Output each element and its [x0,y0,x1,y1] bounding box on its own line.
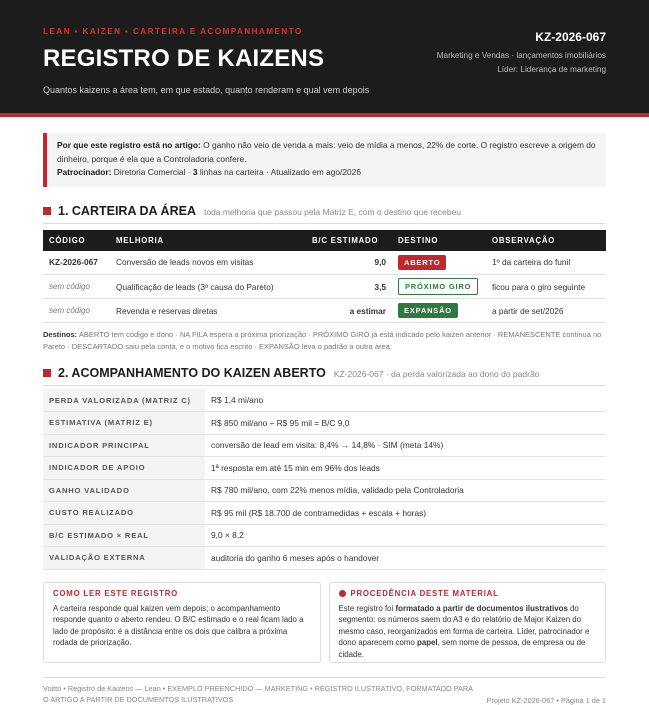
table-header-row [43,230,606,251]
status-badge: EXPANSÃO [398,303,458,318]
row-value: auditoria do ganho 6 meses após o handover [205,547,606,570]
header-meta-leader: Líder: Liderança de marketing [497,65,606,74]
table-row [43,457,606,480]
callout-reason-text: O ganho não veio de venda a mais: veio de mídia a menos, 22% de corte. O registro escreve a origem do dinheiro, porque é ela que a Controladoria confere. [57,140,596,164]
provenance-text-4: papel [417,638,438,648]
provenance-text-2: formatado a partir de documentos ilustrativos [395,603,568,613]
row-value: R$ 1,4 mi/ano [205,389,606,412]
row-label: ESTIMATIVA (MATRIZ E) [43,412,205,435]
row-code: sem código [43,299,110,323]
callout-sponsor [57,166,596,180]
provenance-text-1: Este registro foi [338,603,396,613]
row-value: conversão de lead em visita: 8,4% → 14,8% · SIM (meta 14%) [205,434,606,457]
row-destino [392,251,486,275]
provenance-text [339,603,597,661]
page-subtitle: Quantos kaizens a área tem, em que estado, quanto renderam e qual vem depois [43,85,370,95]
section-1-desc: toda melhoria que passou pela Matriz E, com o destino que recebeu [203,206,462,217]
row-code: sem código [43,275,110,299]
row-label: PERDA VALORIZADA (MATRIZ C) [43,389,205,412]
table-row [43,251,606,275]
destinos-legend [43,329,606,352]
section-1-header [43,204,606,224]
row-value: R$ 850 mil/ano ÷ R$ 95 mil = B/C 9,0 [205,412,606,435]
row-value: R$ 95 mil (R$ 18.700 de contramedidas + escala + horas) [205,502,606,525]
provenance-text-5: , sem nome de pessoa, de empresa ou de cidade. [338,638,586,659]
row-improvement: Conversão de leads novos em visitas [110,251,306,275]
table-row [43,412,606,435]
footer-left: Voitto • Registro de Kaizens — Lean • EXEMPLO PREENCHIDO — MARKETING • REGISTRO ILUSTRATIVO, FORMATADO PARA O ARTIGO A PARTIR DE DOCUMENTOS ILUSTRATIVOS [43,684,473,704]
table-row [43,389,606,412]
provenance-text-3: do segmento: os números saem do A3 e do relatório de Major Kaizen do mesmo caso, reorganizados em forma de carteira. Líder, patrocinador e dono aparecem como [338,603,590,648]
col-header-improvement: MELHORIA [110,230,306,251]
row-destino [392,275,486,299]
tracking-table [43,389,606,570]
status-badge: PRÓXIMO GIRO [398,278,478,295]
row-value: 1ª resposta em até 15 min em 96% dos leads [205,457,606,480]
row-obs: ficou para o giro seguinte [486,275,606,299]
lines-count: 3 [192,167,198,177]
legend-text: ABERTO tem código e dono · NA FILA espera a próxima priorização · PRÓXIMO GIRO já está indicado pelo kaizen anterior · REMANESCENTE continua no Pareto · DESCARTADO saiu pela conta, e o motivo fica escrito · EXPANSÃO leva o padrão a outra área. [43,330,602,351]
row-improvement: Revenda e reservas diretas [110,299,306,323]
table-row [43,547,606,570]
sponsor-label: Patrocinador: [57,167,112,177]
page-footer [43,677,606,705]
row-value: R$ 780 mil/ano, com 22% menos mídia, validado pela Controladoria [205,479,606,502]
row-label: CUSTO REALIZADO [43,502,205,525]
lines-text: linhas na carteira · Atualizado em ago/2026 [197,167,361,177]
row-label: GANHO VALIDADO [43,479,205,502]
row-bc: 9,0 [306,251,392,275]
row-destino [392,299,486,323]
row-label: INDICADOR PRINCIPAL [43,434,205,457]
row-bc: a estimar [306,299,392,323]
section-1-title: 1. CARTEIRA DA ÁREA [58,203,196,218]
status-badge: ABERTO [398,255,446,270]
col-header-destino: DESTINO [392,230,486,251]
portfolio-table [43,230,606,324]
row-label: B/C ESTIMADO × REAL [43,524,205,547]
row-label: INDICADOR DE APOIO [43,457,205,480]
page-header [0,0,649,117]
callout-reason [57,139,596,166]
header-kicker: LEAN • KAIZEN • CARTEIRA E ACOMPANHAMENTO [43,27,303,36]
table-row [43,524,606,547]
col-header-obs: OBSERVAÇÃO [486,230,606,251]
section-marker-icon [43,207,51,215]
table-row [43,479,606,502]
section-2-title: 2. ACOMPANHAMENTO DO KAIZEN ABERTO [58,366,326,380]
how-to-read-text: A carteira responde qual kaizen vem depois; o acompanhamento responde quanto o aberto rendeu. O B/C estimado e o real ficam lado a lado de propósito: é a distância entre os dois que calibra a próxima rodada de priorização. [53,603,304,648]
page-title: REGISTRO DE KAIZENS [43,45,325,72]
table-row [43,434,606,457]
callout-reason-label: Por que este registro está no artigo: [57,140,201,150]
how-to-read-box [43,582,321,663]
table-row [43,502,606,525]
header-meta-area: Marketing e Vendas · lançamentos imobiliários [436,51,606,60]
row-improvement: Qualificação de leads (3ª causa do Pareto) [110,275,306,299]
row-obs: 1º da carteira do funil [486,251,606,275]
record-dot-icon [339,590,346,597]
table-row [43,275,606,299]
row-code: KZ-2026-067 [43,251,110,275]
section-marker-icon [43,369,51,377]
header-meta [437,30,606,77]
section-2-desc: KZ-2026-067 · da perda valorizada ao dono do padrão [333,369,540,379]
section-2-header [43,366,606,386]
provenance-title: PROCEDÊNCIA DESTE MATERIAL [350,588,499,598]
how-to-read-title: COMO LER ESTE REGISTRO [53,588,179,598]
row-label: VALIDAÇÃO EXTERNA [43,547,205,570]
article-callout [43,133,606,187]
sponsor-text: Diretoria Comercial · [111,167,193,177]
document-id: KZ-2026-067 [535,30,606,44]
row-obs: a partir de set/2026 [486,299,606,323]
col-header-code: CÓDIGO [43,230,110,251]
row-value: 9,0 × 8,2 [205,524,606,547]
row-bc: 3,5 [306,275,392,299]
table-row [43,299,606,323]
provenance-box [329,582,607,663]
info-boxes [43,582,606,663]
provenance-header [339,589,597,598]
legend-label: Destinos: [43,330,78,339]
col-header-bc: B/C ESTIMADO [306,230,392,251]
footer-right: Projeto KZ-2026-067 • Página 1 de 1 [486,696,606,705]
